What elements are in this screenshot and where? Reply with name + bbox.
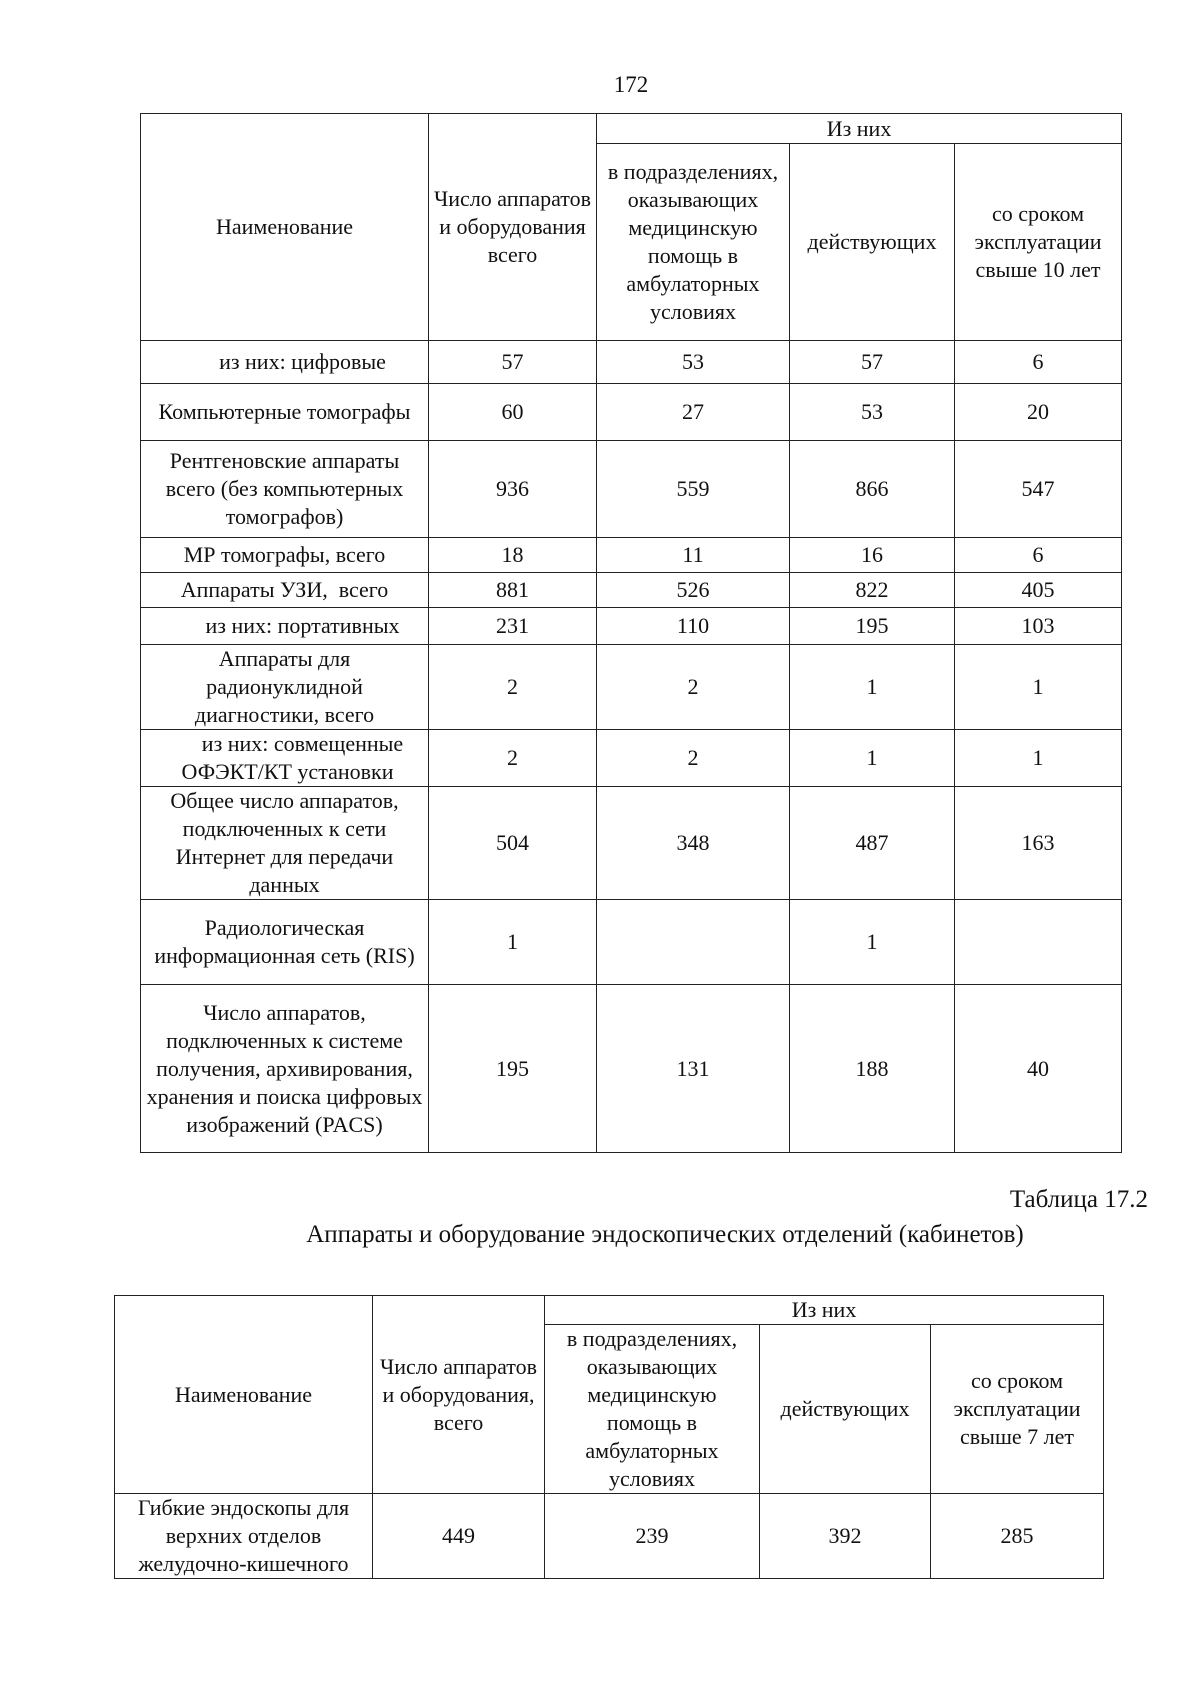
cell-ambulatory: 526 [597,573,790,608]
header-old: со сроком эксплуатации свыше 10 лет [955,144,1122,341]
table-title: Аппараты и оборудование эндоскопических отделений (кабинетов) [306,1221,1024,1248]
radiology-equipment-table [140,113,1122,1153]
table-row [141,573,1122,608]
row-name: из них: портативных [141,608,429,645]
table-row [141,985,1122,1153]
cell-old: 103 [955,608,1122,645]
cell-total: 2 [429,730,597,787]
cell-active: 16 [790,538,955,573]
header-active: действующих [760,1325,931,1494]
cell-ambulatory: 27 [597,384,790,441]
cell-total: 60 [429,384,597,441]
cell-old: 6 [955,341,1122,384]
row-name: Рентгеновские аппараты всего (без компьютерных томографов) [141,441,429,538]
cell-active: 195 [790,608,955,645]
cell-ambulatory: 53 [597,341,790,384]
cell-old: 285 [931,1494,1104,1579]
header-name: Наименование [141,114,429,341]
header-total: Число аппаратов и оборудования всего [429,114,597,341]
cell-total: 936 [429,441,597,538]
header-active: действующих [790,144,955,341]
cell-old: 1 [955,730,1122,787]
cell-old: 6 [955,538,1122,573]
cell-total: 881 [429,573,597,608]
cell-active: 57 [790,341,955,384]
table-row [115,1494,1104,1579]
header-old: со сроком эксплуатации свыше 7 лет [931,1325,1104,1494]
cell-old [955,900,1122,985]
table-row [141,787,1122,900]
row-name: Число аппаратов, подключенных к системе получения, архивирования, хранения и поиска цифровых изображений (PACS) [141,985,429,1153]
cell-active: 1 [790,730,955,787]
cell-ambulatory: 110 [597,608,790,645]
cell-total: 1 [429,900,597,985]
cell-active: 53 [790,384,955,441]
cell-active: 487 [790,787,955,900]
header-ambulatory: в подразделениях, оказывающих медицинскую помощь в амбулаторных условиях [545,1325,760,1494]
header-of-them: Из них [545,1296,1104,1325]
cell-ambulatory: 2 [597,730,790,787]
cell-total: 504 [429,787,597,900]
cell-old: 163 [955,787,1122,900]
cell-active: 392 [760,1494,931,1579]
cell-ambulatory: 239 [545,1494,760,1579]
row-name: Гибкие эндоскопы для верхних отделов желудочно-кишечного [115,1494,373,1579]
cell-old: 405 [955,573,1122,608]
cell-old: 547 [955,441,1122,538]
cell-old: 40 [955,985,1122,1153]
row-name: Аппараты для радионуклидной диагностики, всего [141,645,429,730]
header-name: Наименование [115,1296,373,1494]
cell-active: 188 [790,985,955,1153]
cell-old: 20 [955,384,1122,441]
cell-active: 866 [790,441,955,538]
row-name: из них: цифровые [141,341,429,384]
cell-active: 822 [790,573,955,608]
cell-old: 1 [955,645,1122,730]
table-row [141,900,1122,985]
header-total: Число аппаратов и оборудования, всего [373,1296,545,1494]
endoscopy-equipment-table [114,1295,1104,1579]
cell-ambulatory: 348 [597,787,790,900]
cell-ambulatory [597,900,790,985]
cell-total: 2 [429,645,597,730]
cell-active: 1 [790,645,955,730]
row-name: Общее число аппаратов, подключенных к сети Интернет для передачи данных [141,787,429,900]
row-name: МР томографы, всего [141,538,429,573]
table-row [141,384,1122,441]
table-row [141,608,1122,645]
row-name: Компьютерные томографы [141,384,429,441]
cell-ambulatory: 2 [597,645,790,730]
cell-total: 231 [429,608,597,645]
header-ambulatory: в подразделениях, оказывающих медицинскую помощь в амбулаторных условиях [597,144,790,341]
cell-ambulatory: 559 [597,441,790,538]
cell-total: 57 [429,341,597,384]
row-name: из них: совмещенные ОФЭКТ/КТ установки [141,730,429,787]
row-name: Радиологическая информационная сеть (RIS) [141,900,429,985]
cell-active: 1 [790,900,955,985]
cell-total: 18 [429,538,597,573]
table-row [141,730,1122,787]
table-row [141,341,1122,384]
cell-total: 449 [373,1494,545,1579]
cell-ambulatory: 11 [597,538,790,573]
cell-ambulatory: 131 [597,985,790,1153]
table-label: Таблица 17.2 [1009,1186,1148,1213]
cell-total: 195 [429,985,597,1153]
header-of-them: Из них [597,114,1122,144]
table-row [141,538,1122,573]
table-row [141,645,1122,730]
row-name: Аппараты УЗИ, всего [141,573,429,608]
table-row [141,441,1122,538]
page-number: 172 [613,72,649,97]
